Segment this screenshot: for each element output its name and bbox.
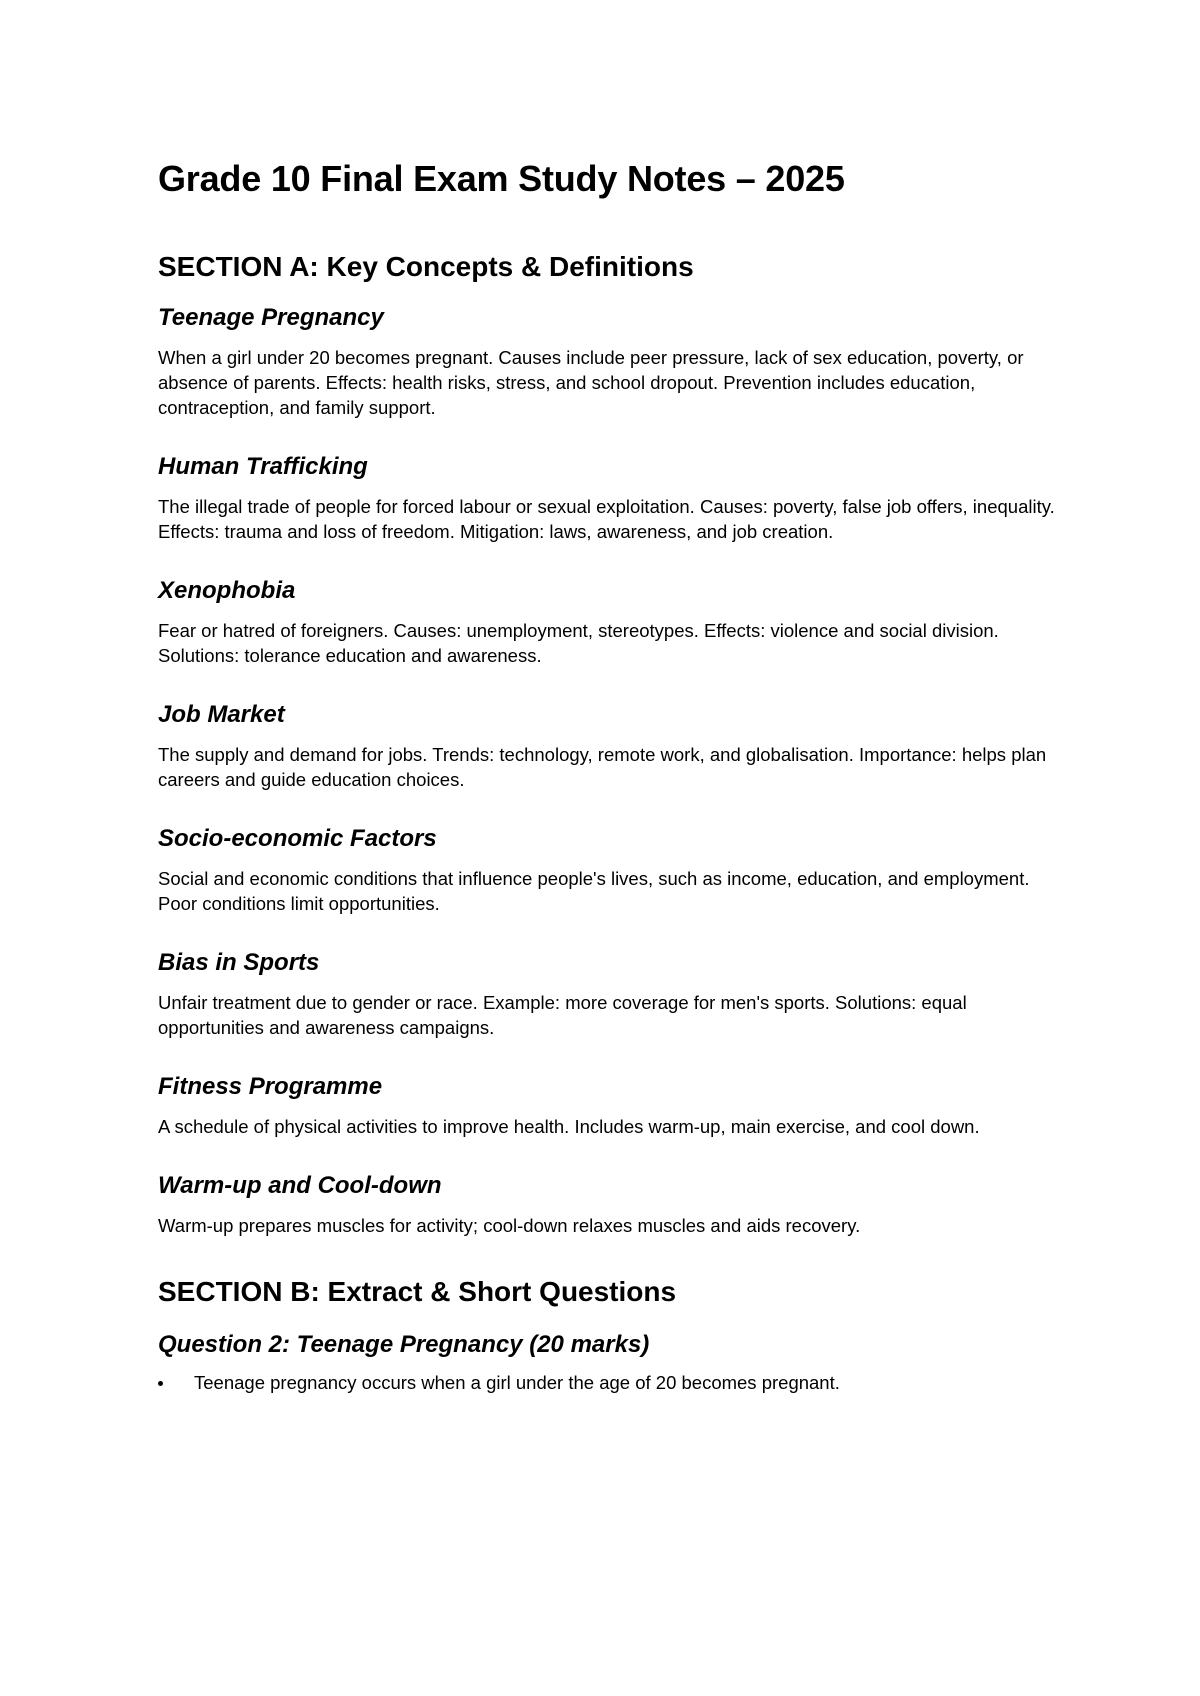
term-job-market bbox=[158, 700, 1058, 792]
term-heading: Fitness Programme bbox=[158, 1073, 383, 1100]
term-definition: Fear or hatred of foreigners. Causes: unemployment, stereotypes. Effects: violence and social division. Solutions: tolerance education and awareness. bbox=[158, 620, 999, 666]
term-xenophobia bbox=[158, 576, 1058, 668]
term-bias-in-sports bbox=[158, 948, 1058, 1040]
term-human-trafficking bbox=[158, 452, 1058, 544]
term-definition: The illegal trade of people for forced labour or sexual exploitation. Causes: poverty, false job offers, inequality. Effects: trauma and loss of freedom. Mitigation: laws, awareness, and job creation. bbox=[158, 496, 1055, 542]
term-definition: The supply and demand for jobs. Trends: technology, remote work, and globalisation. Importance: helps plan careers and guide education choices. bbox=[158, 744, 1047, 790]
bullet-text: Teenage pregnancy occurs when a girl under the age of 20 becomes pregnant. bbox=[194, 1372, 840, 1393]
term-heading: Socio-economic Factors bbox=[158, 825, 437, 852]
term-definition: When a girl under 20 becomes pregnant. Causes include peer pressure, lack of sex education, poverty, or absence of parents. Effects: health risks, stress, and school dropout. Prevention includes education, contraception, and family support. bbox=[158, 347, 1024, 418]
term-warm-up-cool-down bbox=[158, 1171, 1058, 1238]
section-a-terms bbox=[158, 303, 1058, 1238]
term-heading: Job Market bbox=[158, 701, 285, 728]
term-definition: Warm-up prepares muscles for activity; cool-down relaxes muscles and aids recovery. bbox=[158, 1215, 861, 1236]
term-teenage-pregnancy bbox=[158, 303, 1058, 420]
list-item bbox=[158, 1370, 1058, 1395]
term-heading: Xenophobia bbox=[158, 577, 296, 604]
term-socio-economic-factors bbox=[158, 824, 1058, 916]
question-bullet-list bbox=[158, 1370, 1058, 1395]
section-a-heading: SECTION A: Key Concepts & Definitions bbox=[158, 251, 694, 282]
term-definition: Social and economic conditions that influence people's lives, such as income, education, and employment. Poor conditions limit opportunities. bbox=[158, 868, 1030, 914]
bullet-icon bbox=[158, 1381, 163, 1386]
section-b-heading: SECTION B: Extract & Short Questions bbox=[158, 1276, 677, 1307]
question-heading: Question 2: Teenage Pregnancy (20 marks) bbox=[158, 1331, 650, 1358]
term-definition: Unfair treatment due to gender or race. Example: more coverage for men's sports. Solutions: equal opportunities and awareness campaigns. bbox=[158, 992, 967, 1038]
term-heading: Warm-up and Cool-down bbox=[158, 1172, 442, 1199]
document-title: Grade 10 Final Exam Study Notes – 2025 bbox=[158, 158, 845, 199]
term-definition: A schedule of physical activities to improve health. Includes warm-up, main exercise, and cool down. bbox=[158, 1116, 980, 1137]
term-fitness-programme bbox=[158, 1072, 1058, 1139]
document-page bbox=[158, 155, 1058, 1395]
term-heading: Bias in Sports bbox=[158, 949, 320, 976]
term-heading: Human Trafficking bbox=[158, 453, 368, 480]
term-heading: Teenage Pregnancy bbox=[158, 304, 384, 331]
